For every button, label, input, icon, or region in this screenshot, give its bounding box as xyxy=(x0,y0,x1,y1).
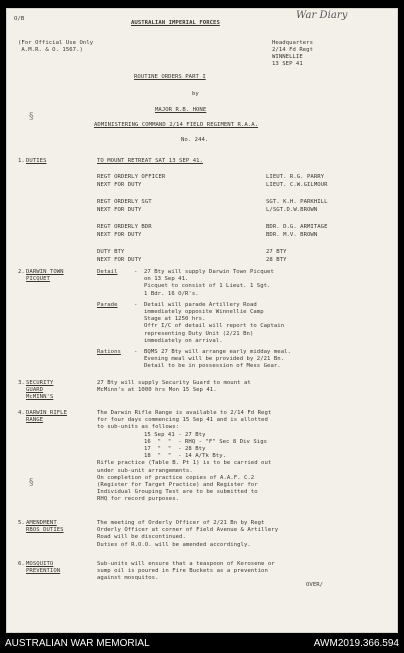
paragraph-line: for four days commencing 15 Sep 41 and is allotted xyxy=(97,417,268,424)
item-label: Parade xyxy=(97,301,118,308)
item-line: Offr I/C of detail will report to Captain xyxy=(144,323,285,330)
orders-officer: MAJOR R.B. HONE xyxy=(155,107,207,113)
item-dash: - xyxy=(134,349,138,355)
allotment-line: 17 " " - 28 Bty xyxy=(144,446,206,452)
item-line: immediately opposite Winnellie Camp xyxy=(144,309,264,315)
headquarters-line: Headquarters xyxy=(272,40,314,46)
allotment-line: 16 " " - RHQ - "F" Sec 8 Div Sigs xyxy=(144,438,268,445)
duty-name: LIEUT. R.G. PARRY xyxy=(266,174,325,180)
paragraph-line: Individual Grouping Test are to be submitted to xyxy=(97,489,258,496)
section-number: 1. xyxy=(18,158,25,164)
punch-hole-mark: § xyxy=(29,478,34,488)
paragraph-line: Orderly Officer at corner of Field Avenue & Artillery xyxy=(97,527,279,534)
item-dash: - xyxy=(134,301,138,308)
section-title: PICQUET xyxy=(26,276,50,282)
section-title: DARWIN RIFLE xyxy=(26,410,68,416)
document-page xyxy=(6,8,398,633)
archive-footer xyxy=(0,634,404,653)
duty-role: DUTY BTY xyxy=(97,249,125,255)
item-dash: - xyxy=(134,269,138,275)
archive-name: AUSTRALIAN WAR MEMORIAL xyxy=(5,638,150,649)
item-line: Detail to be in possession of Mess Gear. xyxy=(144,363,281,370)
paragraph-line: to sub-units as follows: xyxy=(97,424,180,431)
paragraph-line: Road will be discontinued. xyxy=(97,534,186,541)
headquarters-line: WINNELLIE xyxy=(272,54,303,60)
duty-name: BDR. D.G. ARMITAGE xyxy=(266,224,328,230)
duty-name: BDR. M.V. BROWN xyxy=(266,232,318,238)
section-number: 5. xyxy=(18,520,25,526)
paragraph-line: (Register for Target Practice) and Register for xyxy=(97,482,258,488)
section-number: 4. xyxy=(18,410,25,416)
section-title: RANGE xyxy=(26,417,44,423)
paragraph-line: sump oil is poured in Fire Buckets as a prevention xyxy=(97,568,268,575)
duty-name: LIEUT. C.W.GILMOUR xyxy=(266,182,328,188)
section-heading: TO MOUNT RETREAT SAT 13 SEP 41. xyxy=(97,158,203,164)
duty-role: NEXT FOR DUTY xyxy=(97,182,142,188)
section-title: SECURITY xyxy=(26,380,54,386)
section-number: 2. xyxy=(18,269,25,275)
section-number: 6. xyxy=(18,561,25,567)
section-number: 3. xyxy=(18,380,25,386)
section-title: DUTIES xyxy=(26,158,47,164)
paragraph-line: McMinn's at 1000 hrs Mon 15 Sep 41. xyxy=(97,387,217,394)
file-reference: O/B xyxy=(14,16,25,22)
over-marker: OVER/ xyxy=(306,582,324,588)
section-title: RBOS DUTIES xyxy=(26,527,64,533)
paragraph-line: under sub-unit arrangements. xyxy=(97,467,193,474)
paragraph-line: Sub-units will ensure that a teaspoon of Kerosene or xyxy=(97,561,275,567)
punch-hole-mark: § xyxy=(29,112,34,122)
official-use-note: A.M.R. & O. 1567.) xyxy=(18,47,83,53)
duty-role: REGT ORDERLY SGT xyxy=(97,199,152,205)
paragraph-line: against mosquitos. xyxy=(97,575,159,582)
section-title: DARWIN TOWN xyxy=(26,269,64,275)
orders-by: by xyxy=(192,91,199,97)
section-title: AMENDMENT xyxy=(26,520,57,526)
official-use-note: (For Official Use Only xyxy=(18,40,94,46)
duty-name: 27 BTY xyxy=(266,249,287,255)
paragraph-line: Rifle practice (Table B. Pt 1) is to be carried out xyxy=(97,460,272,467)
orders-number: No. 244. xyxy=(181,137,209,143)
section-title: PREVENTION xyxy=(26,568,61,574)
item-line: Evening meal will be provided by 2/21 Bn. xyxy=(144,356,285,363)
allotment-line: 15 Sep 41 - 27 Bty xyxy=(144,431,206,438)
duty-role: NEXT FOR DUTY xyxy=(97,232,142,238)
duty-name: 28 BTY xyxy=(266,257,287,263)
paragraph-line: 27 Bty will supply Security Guard to mount at xyxy=(97,380,251,386)
duty-role: REGT ORDERLY OFFICER xyxy=(97,174,166,180)
item-line: Picquet to consist of 1 Lieut. 1 Sgt. xyxy=(144,283,271,290)
paragraph-line: The Darwin Rifle Range is available to 2/14 Fd Regt xyxy=(97,410,272,416)
handwritten-annotation: War Diary xyxy=(296,10,348,21)
orders-title: ROUTINE ORDERS PART I xyxy=(134,74,206,80)
duty-name: SGT. K.H. PARKHILL xyxy=(266,199,328,205)
section-title: MOSQUITO xyxy=(26,561,54,567)
duty-name: L/SGT.D.W.BROWN xyxy=(266,207,318,213)
duty-role: NEXT FOR DUTY xyxy=(97,257,142,263)
item-line: representing Duty Unit (2/21 Bn) xyxy=(144,330,254,337)
paragraph-line: The meeting of Orderly Officer of 2/21 Bn by Regt xyxy=(97,520,265,526)
item-line: on 13 Sep 41. xyxy=(144,276,189,283)
item-line: BQMS 27 Bty will arrange early midday meal. xyxy=(144,349,291,355)
paragraph-line: Duties of R.O.O. will be amended accordingly. xyxy=(97,541,251,548)
item-label: Detail xyxy=(97,269,118,275)
item-line: Stage at 1250 hrs. xyxy=(144,316,206,323)
allotment-line: 18 " " - 14 A/Tk Bty. xyxy=(144,453,227,460)
paragraph-line: On completion of practice copies of A.A.F. C.2 xyxy=(97,474,255,481)
orders-command: ADMINISTERING COMMAND 2/14 FIELD REGIMENT R.A.A. xyxy=(94,122,259,128)
item-line: 1 Bdr. 16 O/R's. xyxy=(144,290,199,297)
archive-reference: AWM2019.366.594 xyxy=(313,638,399,649)
paragraph-line: RHQ for record purposes. xyxy=(97,496,180,503)
duty-role: NEXT FOR DUTY xyxy=(97,207,142,213)
headquarters-line: 13 SEP 41 xyxy=(272,61,303,67)
item-line: Detail will parade Artillery Road xyxy=(144,301,257,308)
section-title: GUARD xyxy=(26,387,44,393)
item-line: 27 Bty will supply Darwin Town Picquet xyxy=(144,269,274,275)
duty-role: REGT ORDERLY BDR xyxy=(97,224,152,230)
item-line: immediately on arrival. xyxy=(144,337,223,344)
section-title: McMINN'S xyxy=(26,394,54,400)
document-title: AUSTRALIAN IMPERIAL FORCES xyxy=(131,20,220,26)
headquarters-line: 2/14 Fd Regt xyxy=(272,47,314,53)
item-label: Rations xyxy=(97,349,121,355)
